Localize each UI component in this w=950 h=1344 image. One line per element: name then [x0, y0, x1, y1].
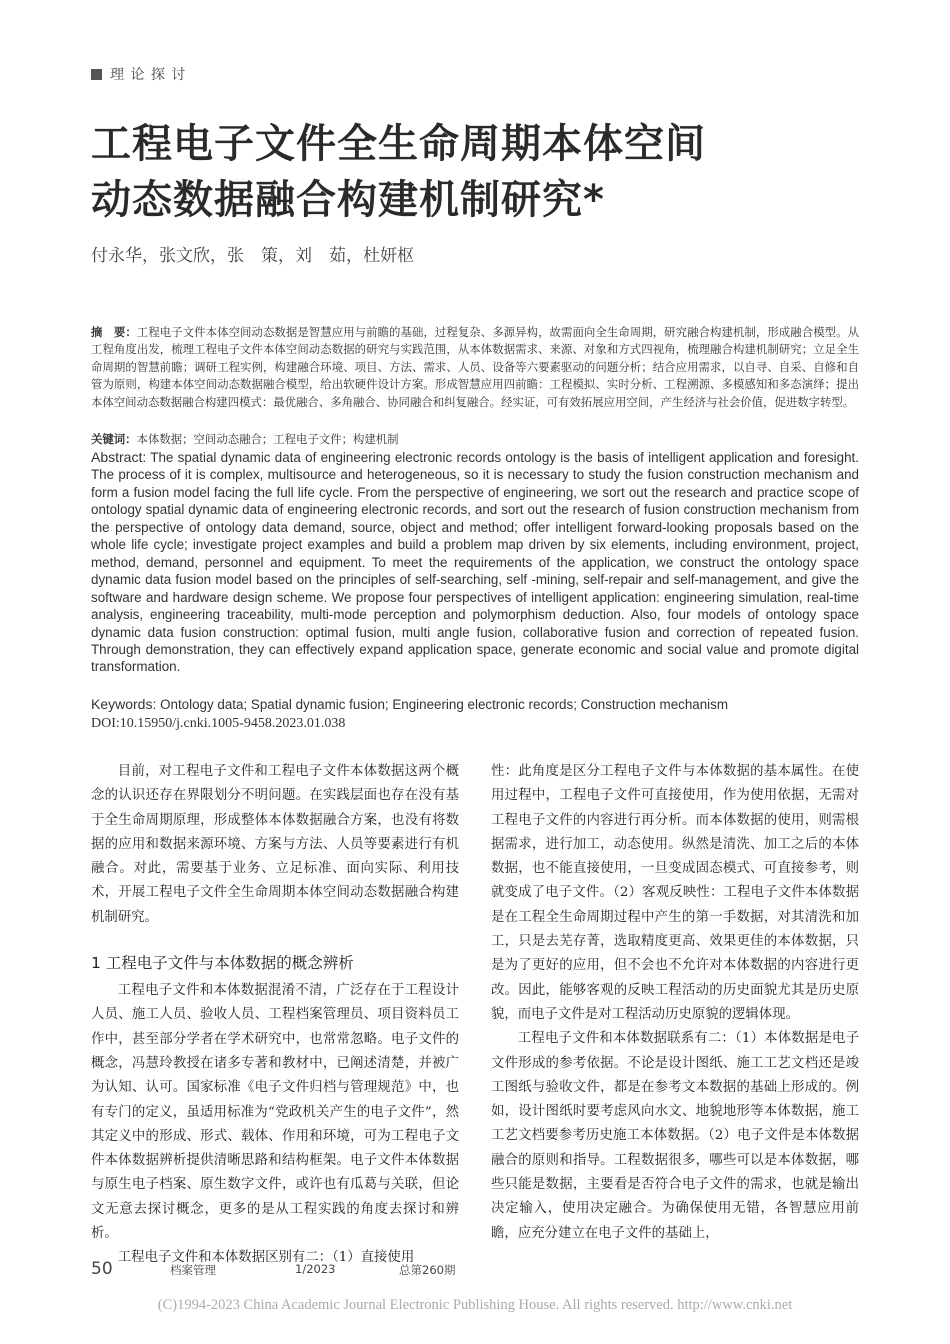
copyright-watermark: (C)1994-2023 China Academic Journal Electronic Publishing House. All rights reserved. http://www.cnki.net: [157, 1297, 793, 1313]
issue-number: 1/2023: [295, 1262, 336, 1276]
body-left-column: [91, 760, 459, 1271]
abstract-en-label: Abstract:: [91, 449, 147, 465]
paper-title: [91, 116, 871, 228]
abstract-zh-text: 工程电子文件本体空间动态数据是智慧应用与前瞻的基础，过程复杂、多源异构，故需面向全生命周期，研究融合构建机制，形成融合模型。从工程角度出发，梳理工程电子文件本体空间动态数据的研究与实践范围，从本体数据需求、来源、对象和方式四视角，梳理融合构建机制研究；立足全生命周期的智慧前瞻；调研工程实例，构建融合环境、项目、方法、需求、人员、设备等六要素驱动的问题分析；结合应用需求，以自寻、自采、自修和自管为原则，构建本体空间动态数据融合模型，给出软硬件设计方案。形成智慧应用四前瞻：工程模拟、实时分析、工程溯源、多模感知和多态演绎；提出本体空间动态数据融合构建四模式：最优融合、多角融合、协同融合和纠复融合。经实证，可有效拓展应用空间，产生经济与社会价值，促进数字转型。: [91, 325, 859, 409]
keywords-zh: [91, 431, 859, 448]
keywords-zh-label: 关键词：: [91, 432, 137, 446]
abstract-zh: [91, 324, 859, 411]
total-issue: 总第260期: [399, 1263, 456, 1277]
body-right-column: [491, 760, 859, 1246]
section-1-paragraph-1: 工程电子文件和本体数据混淆不清，广泛存在于工程设计人员、施工人员、验收人员、工程档案管理员、项目资料员工作中，甚至部分学者在学术研究中，也常常忽略。电子文件的概念，冯慧玲教授在诸多专著和教材中，已阐述清楚，并被广为认知、认可。国家标准《电子文件归档与管理规范》中，也有专门的定义，虽适用标准为“党政机关产生的电子文件”，然其定义中的形成、形式、载体、作用和环境，可为工程电子文件本体数据辨析提供清晰思路和结构框架。电子文件本体数据与原生电子档案、原生数字文件，或许也有瓜葛与关联，但论文无意去探讨概念，更多的是从工程实践的角度去探讨和辨析。: [91, 983, 459, 1242]
doi: DOI:10.15950/j.cnki.1005-9458.2023.01.038: [91, 716, 346, 731]
section-label: 理 论 探 讨: [110, 67, 187, 83]
section-1-heading: 1 工程电子文件与本体数据的概念辨析: [91, 954, 354, 973]
section-square-icon: [91, 69, 102, 80]
keywords-en: [91, 696, 859, 713]
authors: 付永华，张文欣，张 策，刘 茹，杜妍枢: [91, 246, 414, 266]
abstract-zh-label: 摘 要：: [91, 325, 137, 339]
title-line-2: 动态数据融合构建机制研究*: [91, 177, 605, 223]
keywords-en-text: Ontology data; Spatial dynamic fusion; Engineering electronic records; Construction mechanism: [160, 697, 728, 712]
right-paragraph-2: 工程电子文件和本体数据联系有二：（1）本体数据是电子文件形成的参考依据。不论是设计图纸、施工工艺文档还是竣工图纸与验收文件，都是在参考文本数据的基础上形成的。例如，设计图纸时要考虑风向水文、地貌地形等本体数据，施工工艺文档要参考历史施工本体数据。（2）电子文件是本体数据融合的原则和指导。工程数据很多，哪些可以是本体数据，哪些只能是数据，主要看是否符合电子文件的需求，也就是输出决定输入，使用决定融合。为确保使用无错，各智慧应用前瞻，应充分建立在电子文件的基础上，: [491, 1031, 859, 1241]
page-footer: [91, 1259, 859, 1281]
right-paragraph-1: 性：此角度是区分工程电子文件与本体数据的基本属性。在使用过程中，工程电子文件可直接使用，作为使用依据，无需对工程电子文件的内容进行再分析。而本体数据的使用，则需根据需求，进行加工，动态使用。纵然是清洗、加工之后的本体数据，也不能直接使用，一旦变成固态模式、可直接参考，则就变成了电子文件。（2）客观反映性：工程电子文件本体数据是在工程全生命周期过程中产生的第一手数据，对其清洗和加工，只是去芜存菁，选取精度更高、效果更佳的本体数据，只是为了更好的应用，但不会也不允许对本体数据的内容进行更改。因此，能够客观的反映工程活动的历史面貌尤其是历史原貌，而电子文件是对工程活动历史原貌的逻辑体现。: [491, 764, 859, 1022]
intro-paragraph: 目前，对工程电子文件和工程电子文件本体数据这两个概念的认识还存在界限划分不明问题。在实践层面也存在没有基于全生命周期原理，形成整体本体数据融合方案，也没有将数据的应用和数据来源环境、方案与方法、人员等要素进行有机融合。对此，需要基于业务、立足标准、面向实际、利用技术，开展工程电子文件全生命周期本体空间动态数据融合构建机制研究。: [91, 764, 459, 925]
section-1-paragraph-2: 工程电子文件和本体数据区别有二：（1）直接使用: [117, 1250, 415, 1266]
section-tag: [91, 64, 186, 84]
title-line-1: 工程电子文件全生命周期本体空间: [91, 121, 706, 167]
page-number: 50: [91, 1259, 113, 1279]
keywords-en-label: Keywords:: [91, 696, 157, 712]
abstract-en: [91, 449, 859, 676]
journal-name: 档案管理: [170, 1263, 216, 1277]
keywords-zh-text: 本体数据；空间动态融合；工程电子文件；构建机制: [136, 432, 399, 446]
abstract-en-text: The spatial dynamic data of engineering electronic records ontology is the basis of intelligent application and foresight. The process of it is complex, multisource and heterogeneous, so it is necessary to study the fusion construction mechanism and form a fusion model facing the full life cycle. From the perspective of engineering, we sort out the research and practice scope of ontology spatial dynamic data of engineering electronic records, and sort out the research of fusion construction mechanism from the perspective of ontology data demand, source, object and method; offer intelligent forward-looking proposals based on the whole life cycle; investigate project examples and build a problem map driven by six elements, including environment, project, method, demand, personnel and equipment. To meet the requirements of the application, we construct the ontology space dynamic data fusion model based on the principles of self-searching, self -mining, self-repair and self-management, and give the software and hardware design scheme. We propose four perspectives of intelligent application: engineering simulation, real-time analysis, engineering traceability, multi-mode perception and polymorphism deduction. Also, four models of ontology space dynamic data fusion construction: optimal fusion, multi angle fusion, collaborative fusion and correction of repeated fusion. Through demonstration, they can effectively expand application space, generate economic and social value and promote digital transformation.: [91, 450, 859, 675]
